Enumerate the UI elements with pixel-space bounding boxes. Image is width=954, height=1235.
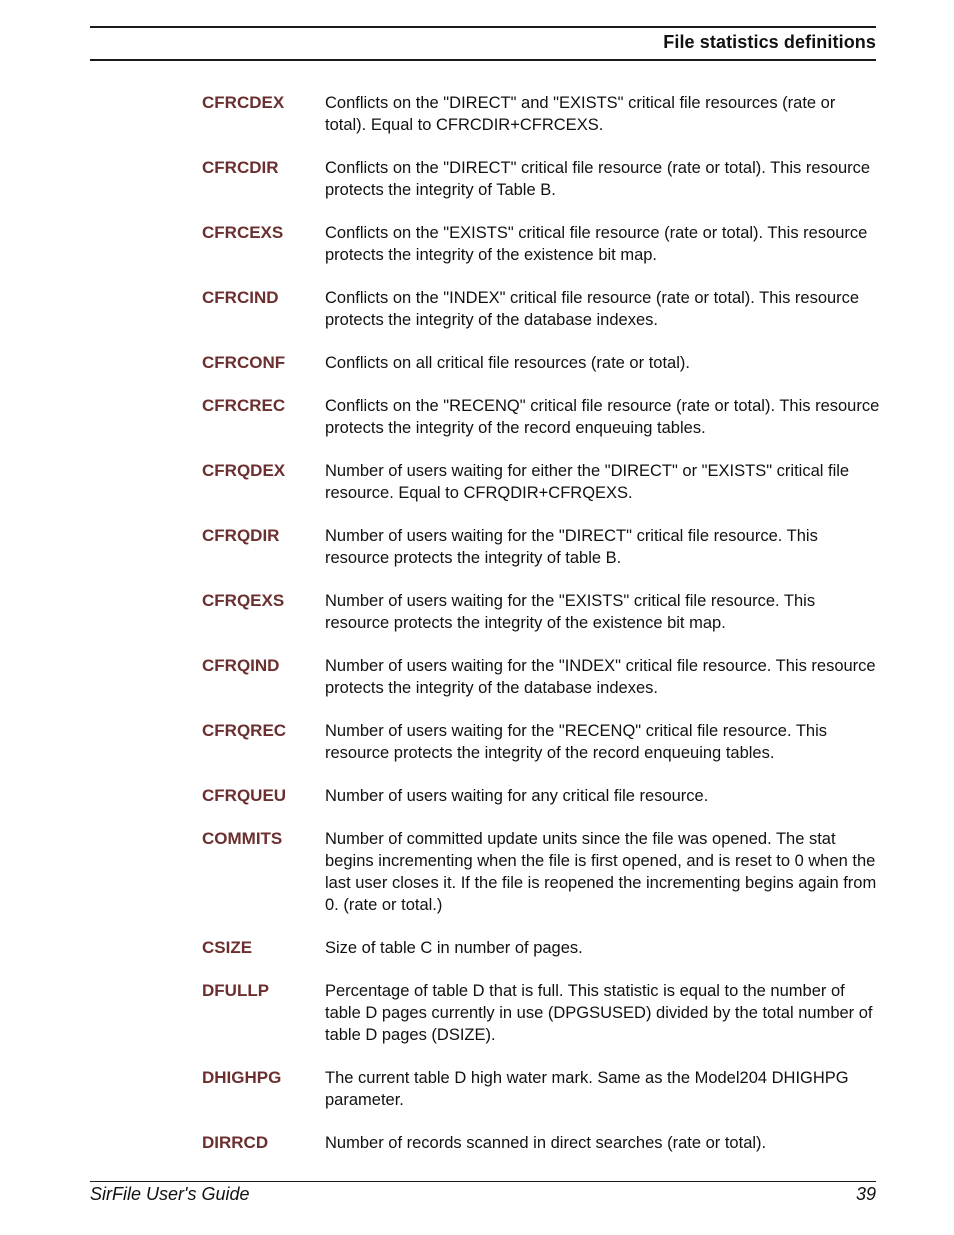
term: CFRCONF <box>202 353 286 372</box>
definition: Number of users waiting for the "INDEX" critical file resource. This resource protects the integrity of the database indexes. <box>325 657 876 697</box>
definition: Conflicts on the "EXISTS" critical file resource (rate or total). This resource protects the integrity of the existence bit map. <box>325 224 868 264</box>
definition-list <box>202 92 882 1175</box>
definition-entry <box>202 937 882 959</box>
definition-entry <box>202 157 882 201</box>
term: CFRCDIR <box>202 158 279 177</box>
definition-entry <box>202 222 882 266</box>
definition-entry <box>202 720 882 764</box>
term: DIRRCD <box>202 1133 269 1152</box>
definition-entry <box>202 92 882 136</box>
header-rule-top <box>90 26 876 28</box>
definition-entry <box>202 785 882 807</box>
term: CSIZE <box>202 938 253 957</box>
definition-entry <box>202 1067 882 1111</box>
header-rule-bottom <box>90 59 876 61</box>
definition: The current table D high water mark. Same as the Model204 DHIGHPG parameter. <box>325 1069 849 1109</box>
term: CFRCEXS <box>202 223 284 242</box>
definition-entry <box>202 1132 882 1154</box>
definition: Conflicts on the "DIRECT" and "EXISTS" critical file resources (rate or total). Equal to CFRCDIR+CFRCEXS. <box>325 94 836 134</box>
definition-entry <box>202 590 882 634</box>
definition-entry <box>202 460 882 504</box>
definition: Conflicts on the "DIRECT" critical file resource (rate or total). This resource protects the integrity of Table B. <box>325 159 871 199</box>
definition-entry <box>202 655 882 699</box>
definition: Number of users waiting for the "EXISTS" critical file resource. This resource protects the integrity of the existence bit map. <box>325 592 816 632</box>
term: CFRCIND <box>202 288 279 307</box>
definition: Number of committed update units since the file was opened. The stat begins incrementing when the file is first opened, and is reset to 0 when the last user closes it. If the file is reopened the incrementing begins again from 0. (rate or total.) <box>325 830 877 914</box>
term: CFRQDIR <box>202 526 280 545</box>
book-title: SirFile User's Guide <box>90 1184 250 1204</box>
definition: Conflicts on all critical file resources (rate or total). <box>325 354 690 372</box>
definition: Number of users waiting for the "RECENQ" critical file resource. This resource protects the integrity of the record enqueuing tables. <box>325 722 827 762</box>
definition: Percentage of table D that is full. This statistic is equal to the number of table D pages currently in use (DPGSUSED) divided by the total number of table D pages (DSIZE). <box>325 982 873 1044</box>
footer-rule <box>90 1181 876 1182</box>
definition-entry <box>202 525 882 569</box>
term: CFRCREC <box>202 396 286 415</box>
definition-entry <box>202 395 882 439</box>
term: DFULLP <box>202 981 270 1000</box>
page-number: 39 <box>855 1184 876 1204</box>
definition: Number of users waiting for any critical file resource. <box>325 787 709 805</box>
term: DHIGHPG <box>202 1068 282 1087</box>
definition: Number of users waiting for either the "DIRECT" or "EXISTS" critical file resource. Equal to CFRQDIR+CFRQEXS. <box>325 462 850 502</box>
section-title: File statistics definitions <box>663 32 876 52</box>
definition-entry <box>202 980 882 1046</box>
term: CFRCDEX <box>202 93 285 112</box>
definition-entry <box>202 287 882 331</box>
definition-entry <box>202 828 882 916</box>
term: CFRQUEU <box>202 786 287 805</box>
definition: Conflicts on the "INDEX" critical file resource (rate or total). This resource protects the integrity of the database indexes. <box>325 289 860 329</box>
term: CFRQDEX <box>202 461 286 480</box>
definition: Conflicts on the "RECENQ" critical file resource (rate or total). This resource protects the integrity of the record enqueuing tables. <box>325 397 880 437</box>
definition: Number of users waiting for the "DIRECT" critical file resource. This resource protects the integrity of table B. <box>325 527 818 567</box>
term: CFRQREC <box>202 721 287 740</box>
definition: Size of table C in number of pages. <box>325 939 583 957</box>
term: CFRQEXS <box>202 591 285 610</box>
definition: Number of records scanned in direct searches (rate or total). <box>325 1134 767 1152</box>
term: CFRQIND <box>202 656 280 675</box>
term: COMMITS <box>202 829 283 848</box>
definition-entry <box>202 352 882 374</box>
